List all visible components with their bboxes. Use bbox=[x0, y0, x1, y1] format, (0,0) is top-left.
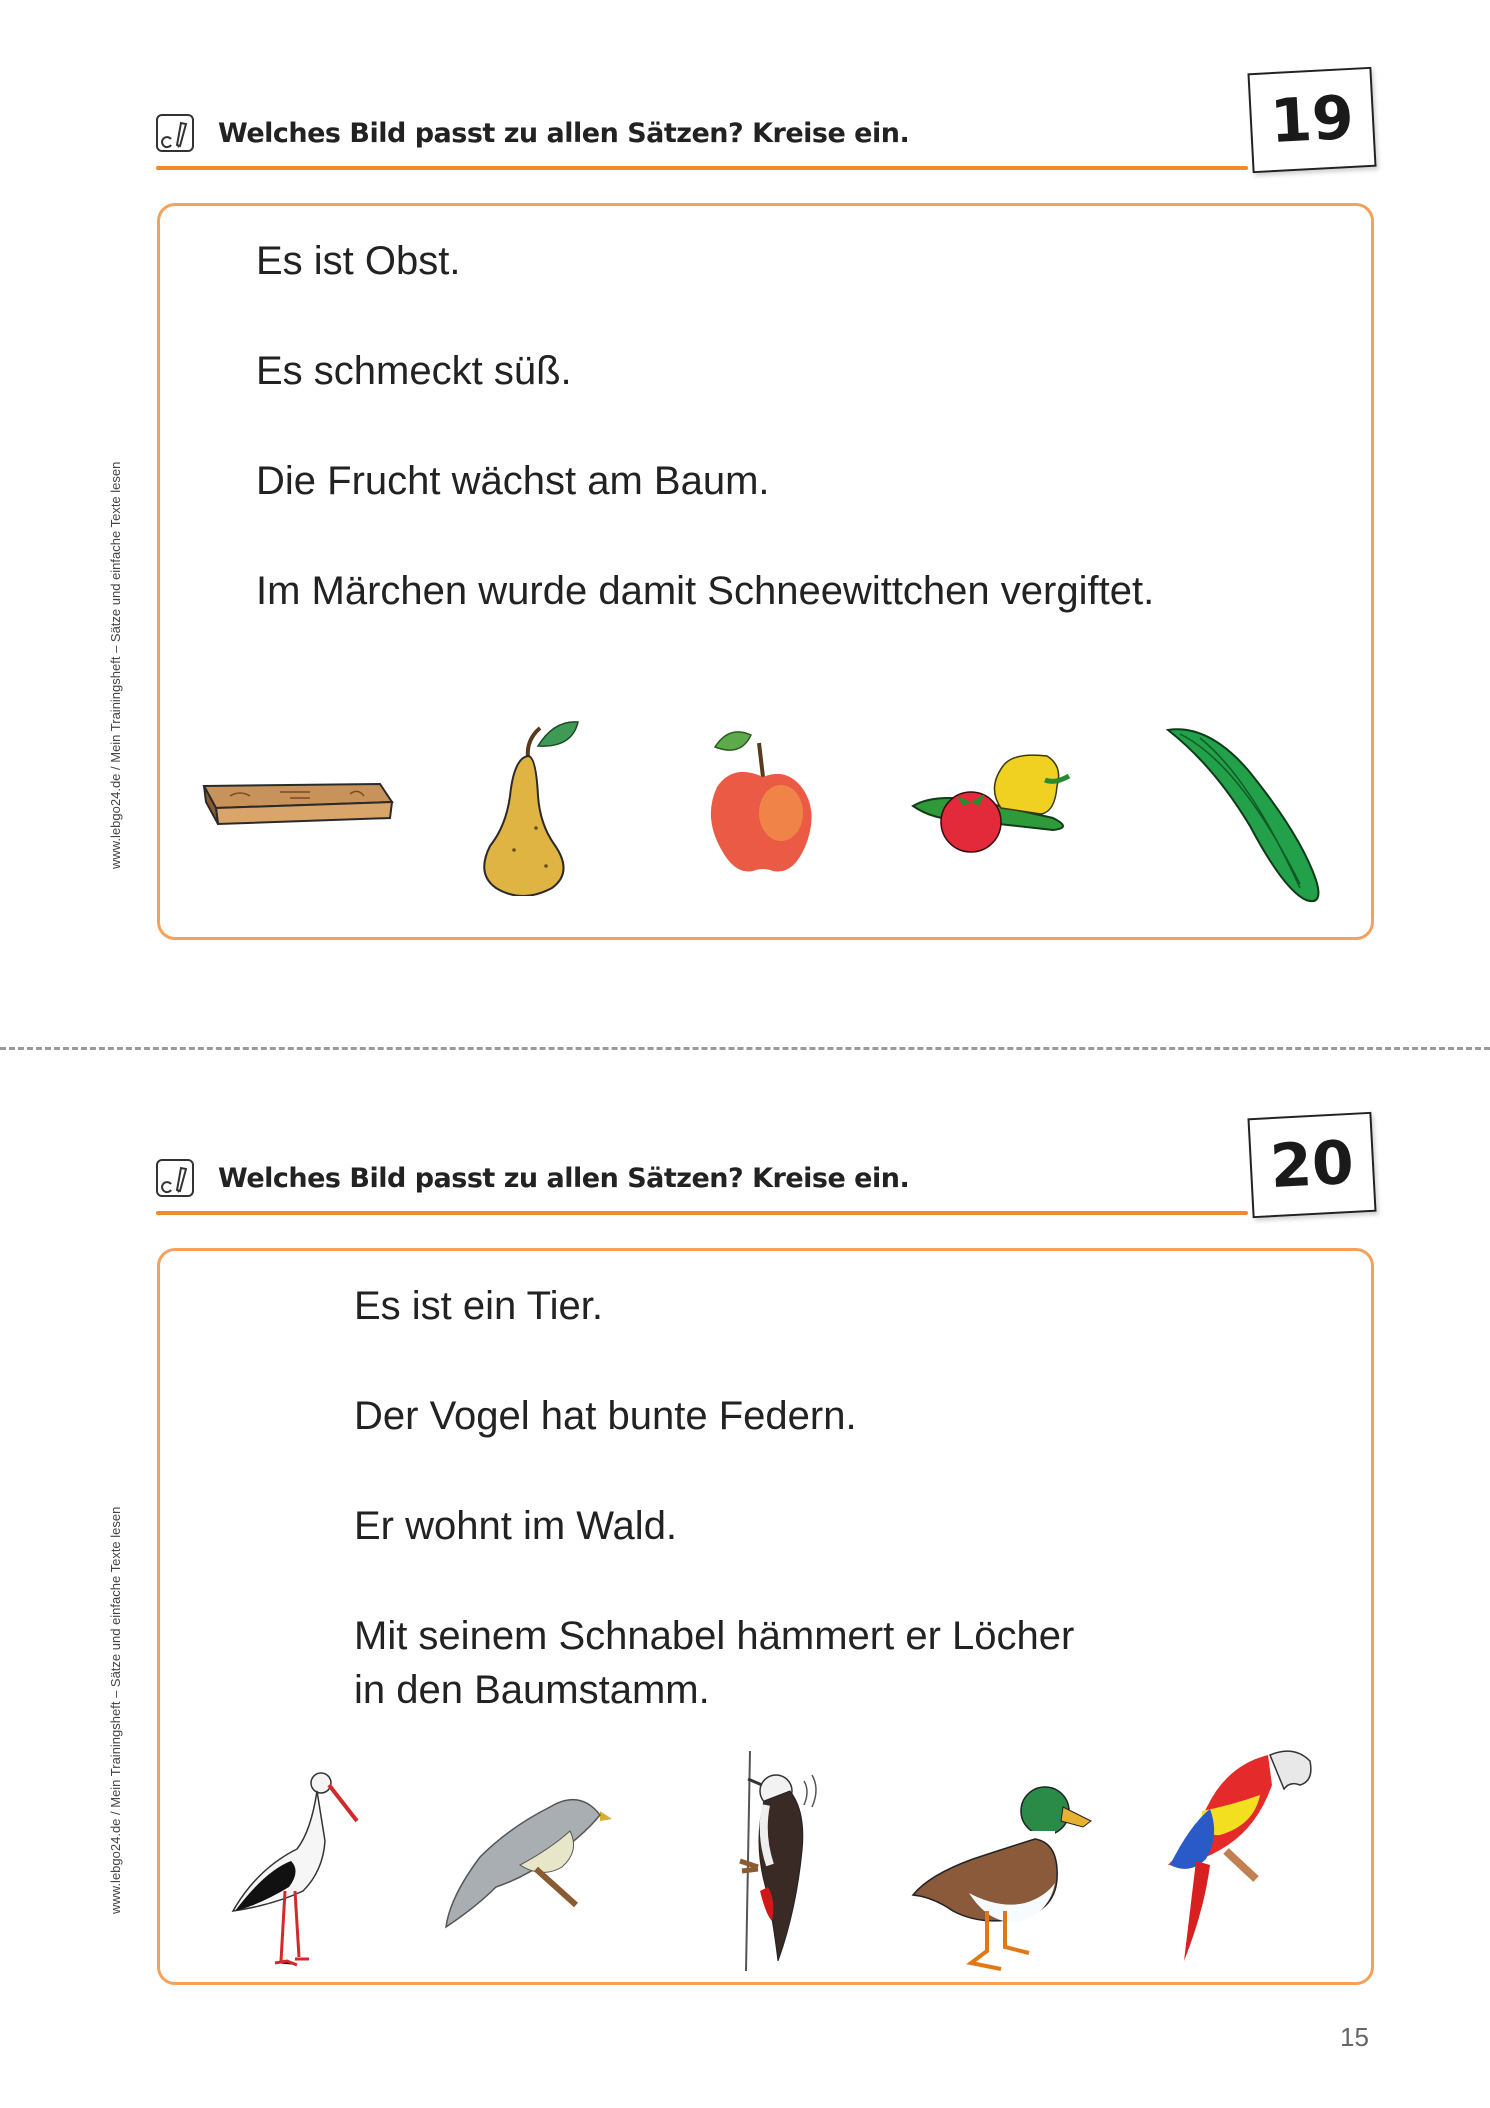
sidebar-copyright-note: www.lebgo24.de / Mein Trainingsheft – Sätze und einfache Texte lesen bbox=[108, 461, 123, 869]
exercise-20-sentence-4: Mit seinem Schnabel hämmert er Löcher bbox=[354, 1614, 1075, 1658]
exercise-20-sentence-1: Es ist ein Tier. bbox=[354, 1284, 603, 1328]
exercise-20-underline bbox=[156, 1211, 1248, 1215]
exercise-20-sentence-5: in den Baumstamm. bbox=[354, 1668, 710, 1712]
pencil-checkbox-icon bbox=[156, 1159, 194, 1197]
apple-picture[interactable] bbox=[705, 731, 835, 881]
parrot-picture[interactable] bbox=[1160, 1741, 1320, 1971]
exercise-20-sentence-3: Er wohnt im Wald. bbox=[354, 1504, 678, 1548]
exercise-19-number-badge: 19 bbox=[1247, 67, 1376, 173]
woodpecker-picture[interactable] bbox=[720, 1741, 830, 1971]
wooden-plank-picture[interactable] bbox=[200, 776, 400, 846]
exercise-19-sentence-2: Es schmeckt süß. bbox=[256, 349, 572, 393]
vegetables-picture[interactable] bbox=[905, 746, 1105, 866]
exercise-19-header bbox=[156, 108, 1248, 168]
cut-line-divider bbox=[0, 1047, 1490, 1050]
stork-picture[interactable] bbox=[225, 1751, 375, 1971]
exercise-19-sentence-1: Es ist Obst. bbox=[256, 239, 461, 283]
page-number: 15 bbox=[1340, 2022, 1369, 2052]
exercise-19-instruction: Welches Bild passt zu allen Sätzen? Kreise ein. bbox=[218, 118, 910, 149]
exercise-19-card bbox=[157, 203, 1374, 940]
exercise-19-sentence-3: Die Frucht wächst am Baum. bbox=[256, 459, 770, 503]
exercise-20-card bbox=[157, 1248, 1374, 1985]
cuckoo-picture[interactable] bbox=[440, 1791, 620, 1941]
exercise-20-number-badge: 20 bbox=[1247, 1112, 1376, 1218]
exercise-20-sentence-2: Der Vogel hat bunte Federn. bbox=[354, 1394, 857, 1438]
pencil-checkbox-icon bbox=[156, 114, 194, 152]
exercise-19-sentence-4: Im Märchen wurde damit Schneewittchen vergiftet. bbox=[256, 569, 1155, 613]
exercise-20-instruction: Welches Bild passt zu allen Sätzen? Kreise ein. bbox=[218, 1163, 910, 1194]
exercise-19-underline bbox=[156, 166, 1248, 170]
cucumber-picture[interactable] bbox=[1160, 716, 1340, 906]
pear-picture[interactable] bbox=[480, 716, 600, 896]
sidebar-copyright-note: www.lebgo24.de / Mein Trainingsheft – Sätze und einfache Texte lesen bbox=[108, 1506, 123, 1914]
mallard-duck-picture[interactable] bbox=[905, 1761, 1105, 1971]
exercise-20-header bbox=[156, 1153, 1248, 1213]
